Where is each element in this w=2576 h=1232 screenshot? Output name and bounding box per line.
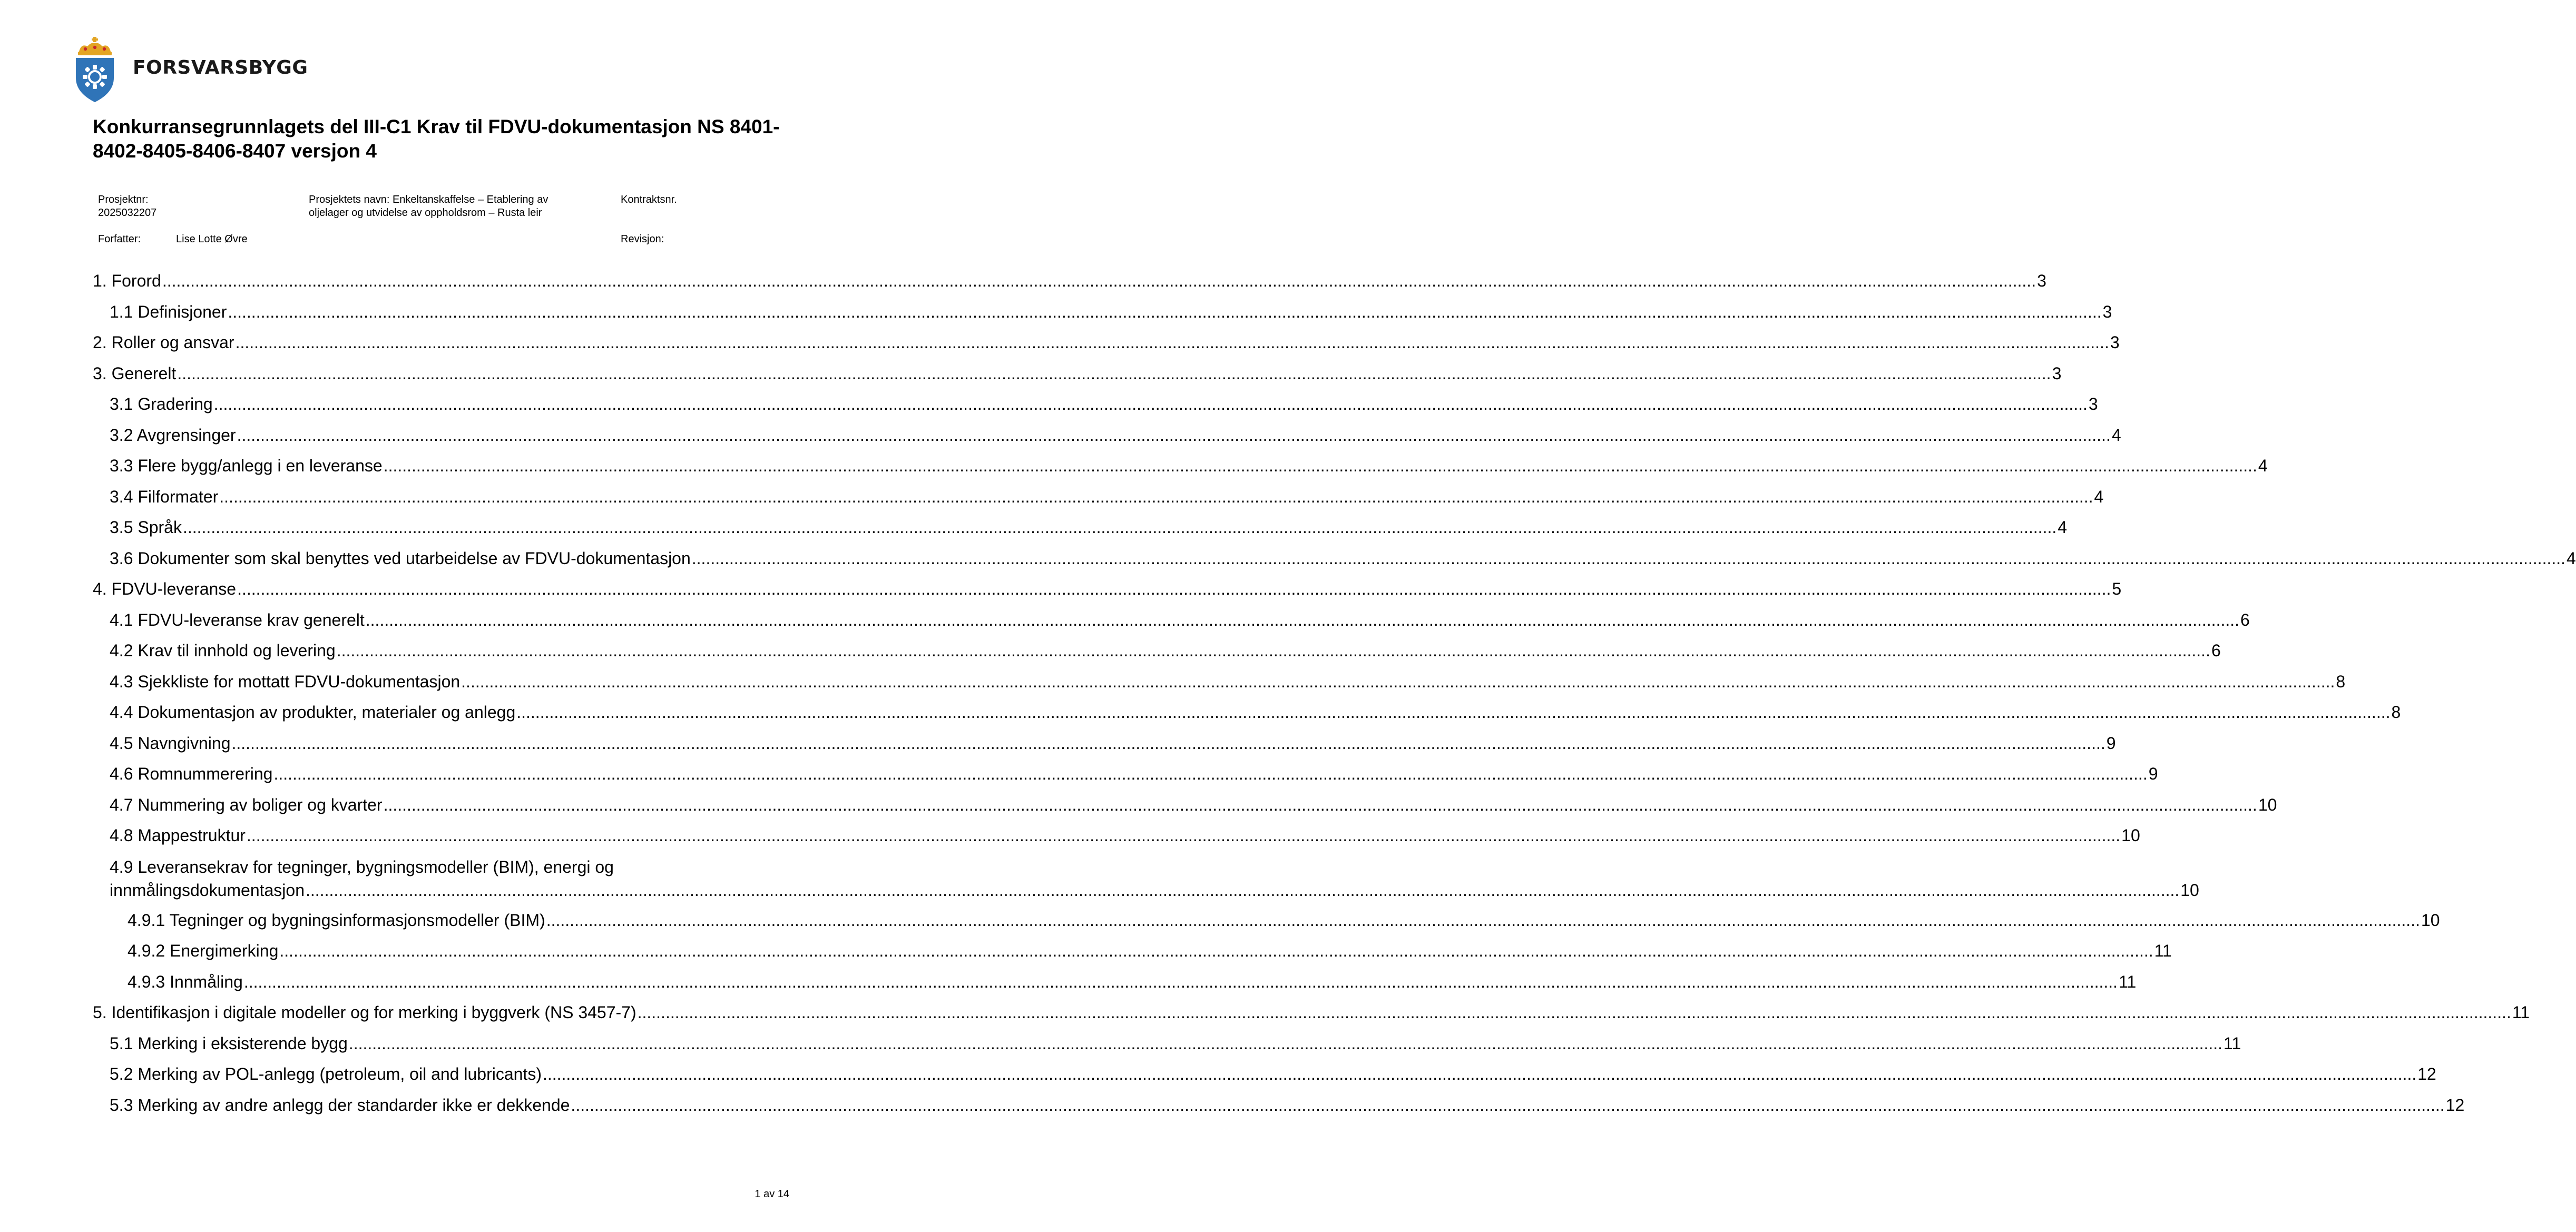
toc-entry-multiline[interactable] bbox=[93, 855, 2199, 902]
toc-entry[interactable] bbox=[93, 1002, 2530, 1023]
toc-entry-page-number: 10 bbox=[2121, 826, 2140, 845]
toc-entry-title-line1: 4.9 Leveransekrav for tegninger, bygningsmodeller (BIM), energi og bbox=[110, 857, 614, 876]
toc-entry-title: 3.6 Dokumenter som skal benyttes ved utarbeidelse av FDVU-dokumentasjon bbox=[110, 548, 691, 568]
toc-entry-page-number: 6 bbox=[2240, 610, 2250, 629]
toc-entry-title: 4.4 Dokumentasjon av produkter, materialer og anlegg bbox=[110, 703, 516, 722]
crowned-shield-icon bbox=[74, 36, 116, 103]
toc-entry-title: 3. Generelt bbox=[93, 363, 177, 383]
toc-entry[interactable] bbox=[93, 487, 2104, 507]
toc-entry-title: 4.3 Sjekkliste for mottatt FDVU-dokumentasjon bbox=[110, 672, 461, 691]
toc-entry-title: 1. Forord bbox=[93, 271, 161, 290]
table-of-contents bbox=[93, 271, 2576, 1126]
toc-dot-leader: ................................................................................................................................................................................................................................................................................................................................................................................................................ bbox=[516, 703, 2391, 722]
toc-entry[interactable] bbox=[93, 394, 2098, 415]
toc-entry[interactable] bbox=[93, 363, 2062, 384]
toc-dot-leader: ................................................................................................................................................................................................................................................................................................................................................................................................................ bbox=[231, 733, 2105, 753]
project-name-line1: Prosjektets navn: Enkeltanskaffelse – Etablering av bbox=[309, 194, 548, 205]
toc-entry-page-number: 9 bbox=[2148, 764, 2158, 783]
toc-entry-title: 4.8 Mappestruktur bbox=[110, 826, 246, 845]
project-name-line2: oljelager og utvidelse av oppholdsrom – Rusta leir bbox=[309, 207, 542, 219]
toc-dot-leader: ................................................................................................................................................................................................................................................................................................................................................................................................................ bbox=[336, 641, 2210, 660]
toc-entry-page-number: 10 bbox=[2258, 795, 2277, 814]
toc-entry-page-number: 12 bbox=[2445, 1095, 2465, 1115]
toc-entry-title: 4.1 FDVU-leveranse krav generelt bbox=[110, 610, 365, 629]
toc-entry[interactable] bbox=[93, 640, 2221, 661]
toc-entry[interactable] bbox=[93, 764, 2158, 784]
toc-entry-title: 5. Identifikasjon i digitale modeller og for merking i byggverk (NS 3457-7) bbox=[93, 1003, 636, 1022]
toc-entry-page-number: 8 bbox=[2391, 703, 2401, 722]
toc-entry-title: 2. Roller og ansvar bbox=[93, 333, 234, 352]
toc-entry-page-number: 4 bbox=[2094, 487, 2104, 506]
document-title: Konkurransegrunnlagets del III-C1 Krav til FDVU-dokumentasjon NS 8401-8402-8405-8406-8407 versjon 4 bbox=[93, 116, 780, 162]
toc-entry[interactable] bbox=[93, 910, 2440, 931]
toc-dot-leader: ................................................................................................................................................................................................................................................................................................................................................................................................................ bbox=[691, 548, 2566, 568]
forsvarsbygg-logo bbox=[74, 36, 116, 103]
toc-dot-leader: ................................................................................................................................................................................................................................................................................................................................................................................................................ bbox=[246, 826, 2121, 845]
toc-entry[interactable] bbox=[93, 456, 2268, 476]
toc-entry[interactable] bbox=[93, 941, 2172, 961]
author-label: Forfatter: bbox=[98, 233, 141, 245]
toc-entry[interactable] bbox=[93, 1033, 2241, 1054]
toc-entry-title: 3.5 Språk bbox=[110, 518, 182, 537]
toc-dot-leader: ................................................................................................................................................................................................................................................................................................................................................................................................................ bbox=[182, 518, 2057, 537]
toc-entry[interactable] bbox=[93, 579, 2122, 599]
toc-entry[interactable] bbox=[93, 302, 2112, 322]
toc-entry-title: 3.2 Avgrensinger bbox=[110, 425, 236, 445]
toc-entry-page-number: 10 bbox=[2180, 880, 2199, 900]
toc-dot-leader: ................................................................................................................................................................................................................................................................................................................................................................................................................ bbox=[461, 672, 2335, 691]
toc-entry-page-number: 8 bbox=[2336, 672, 2346, 691]
revision-label: Revisjon: bbox=[621, 233, 664, 245]
toc-entry[interactable] bbox=[93, 825, 2140, 846]
toc-entry-page-number: 11 bbox=[2119, 972, 2137, 991]
toc-entry-title: 3.4 Filformater bbox=[110, 487, 219, 506]
toc-dot-leader: ................................................................................................................................................................................................................................................................................................................................................................................................................ bbox=[542, 1065, 2417, 1083]
toc-entry[interactable] bbox=[93, 610, 2250, 630]
project-number-label: Prosjektnr: bbox=[98, 194, 149, 205]
toc-entry-title: 5.2 Merking av POL-anlegg (petroleum, oil and lubricants) bbox=[110, 1065, 542, 1083]
toc-entry-page-number: 4 bbox=[2567, 548, 2576, 568]
toc-entry-page-number: 3 bbox=[2110, 333, 2120, 352]
author-value: Lise Lotte Øvre bbox=[176, 233, 248, 245]
toc-entry-title: 3.1 Gradering bbox=[110, 395, 213, 413]
toc-entry[interactable] bbox=[93, 517, 2068, 538]
toc-dot-leader: ................................................................................................................................................................................................................................................................................................................................................................................................................ bbox=[237, 579, 2111, 598]
toc-dot-leader: ................................................................................................................................................................................................................................................................................................................................................................................................................ bbox=[177, 363, 2051, 383]
toc-entry-title: 4.6 Romnummerering bbox=[110, 764, 273, 783]
toc-entry-page-number: 3 bbox=[2088, 395, 2098, 413]
toc-entry[interactable] bbox=[93, 702, 2401, 723]
toc-entry-page-number: 11 bbox=[2224, 1033, 2241, 1053]
toc-dot-leader: ................................................................................................................................................................................................................................................................................................................................................................................................................ bbox=[162, 271, 2036, 290]
toc-entry-page-number: 11 bbox=[2154, 941, 2172, 960]
toc-dot-leader: ................................................................................................................................................................................................................................................................................................................................................................................................................ bbox=[243, 972, 2118, 991]
toc-entry-title: 5.3 Merking av andre anlegg der standarder ikke er dekkende bbox=[110, 1095, 570, 1115]
organization-wordmark: FORSVARSBYGG bbox=[133, 57, 308, 78]
toc-entry-row bbox=[93, 879, 2199, 902]
toc-entry-title: 4.7 Nummering av boliger og kvarter bbox=[110, 795, 383, 814]
toc-dot-leader: ................................................................................................................................................................................................................................................................................................................................................................................................................ bbox=[365, 610, 2240, 629]
toc-entry-page-number: 3 bbox=[2102, 302, 2112, 321]
toc-entry-page-number: 4 bbox=[2058, 518, 2068, 537]
toc-entry-page-number: 5 bbox=[2112, 579, 2122, 598]
page-indicator: 1 av 14 bbox=[755, 1188, 789, 1200]
toc-entry-title: 3.3 Flere bygg/anlegg i en leveranse bbox=[110, 456, 383, 475]
toc-dot-leader: ................................................................................................................................................................................................................................................................................................................................................................................................................ bbox=[235, 333, 2109, 352]
toc-dot-leader: ................................................................................................................................................................................................................................................................................................................................................................................................................ bbox=[273, 764, 2148, 783]
toc-entry-title: 1.1 Definisjoner bbox=[110, 302, 227, 321]
toc-entry[interactable] bbox=[93, 548, 2576, 569]
toc-entry-page-number: 6 bbox=[2211, 641, 2221, 660]
toc-entry-title: 4. FDVU-leveranse bbox=[93, 579, 237, 598]
toc-entry-page-number: 4 bbox=[2258, 456, 2268, 475]
toc-dot-leader: ................................................................................................................................................................................................................................................................................................................................................................................................................ bbox=[637, 1003, 2511, 1022]
toc-dot-leader: ................................................................................................................................................................................................................................................................................................................................................................................................................ bbox=[383, 795, 2257, 814]
contract-number-label: Kontraktsnr. bbox=[621, 194, 677, 205]
toc-entry[interactable] bbox=[93, 271, 2046, 291]
toc-entry[interactable] bbox=[93, 972, 2137, 992]
toc-entry[interactable] bbox=[93, 672, 2346, 692]
toc-entry[interactable] bbox=[93, 1064, 2436, 1085]
project-number-value: 2025032207 bbox=[98, 207, 157, 219]
toc-entry-page-number: 4 bbox=[2111, 425, 2121, 445]
toc-dot-leader: ................................................................................................................................................................................................................................................................................................................................................................................................................ bbox=[306, 880, 2180, 900]
toc-entry-page-number: 10 bbox=[2421, 910, 2440, 930]
toc-dot-leader: ................................................................................................................................................................................................................................................................................................................................................................................................................ bbox=[213, 395, 2088, 413]
toc-entry[interactable] bbox=[93, 795, 2277, 815]
toc-entry-page-number: 3 bbox=[2037, 271, 2046, 290]
toc-dot-leader: ................................................................................................................................................................................................................................................................................................................................................................................................................ bbox=[546, 910, 2420, 930]
toc-entry-title: 4.2 Krav til innhold og levering bbox=[110, 641, 336, 660]
toc-entry-title: 4.5 Navngivning bbox=[110, 733, 231, 753]
toc-dot-leader: ................................................................................................................................................................................................................................................................................................................................................................................................................ bbox=[348, 1033, 2223, 1053]
toc-entry[interactable] bbox=[93, 1095, 2465, 1116]
toc-entry-title: innmålingsdokumentasjon bbox=[110, 880, 305, 900]
toc-entry-title: 4.9.3 Innmåling bbox=[128, 972, 243, 991]
toc-entry-title: 4.9.1 Tegninger og bygningsinformasjonsmodeller (BIM) bbox=[128, 910, 545, 930]
toc-entry-page-number: 9 bbox=[2106, 733, 2116, 753]
toc-entry-page-number: 3 bbox=[2052, 363, 2062, 383]
toc-dot-leader: ................................................................................................................................................................................................................................................................................................................................................................................................................ bbox=[383, 456, 2257, 475]
toc-dot-leader: ................................................................................................................................................................................................................................................................................................................................................................................................................ bbox=[279, 941, 2153, 960]
toc-entry-page-number: 12 bbox=[2417, 1065, 2436, 1083]
toc-entry[interactable] bbox=[93, 332, 2120, 353]
toc-dot-leader: ................................................................................................................................................................................................................................................................................................................................................................................................................ bbox=[237, 425, 2111, 445]
toc-entry-title: 5.1 Merking i eksisterende bygg bbox=[110, 1033, 348, 1053]
toc-dot-leader: ................................................................................................................................................................................................................................................................................................................................................................................................................ bbox=[228, 302, 2102, 321]
toc-entry[interactable] bbox=[93, 425, 2121, 446]
toc-dot-leader: ................................................................................................................................................................................................................................................................................................................................................................................................................ bbox=[571, 1095, 2445, 1115]
toc-entry[interactable] bbox=[93, 733, 2116, 754]
toc-dot-leader: ................................................................................................................................................................................................................................................................................................................................................................................................................ bbox=[219, 487, 2093, 506]
toc-entry-title: 4.9.2 Energimerking bbox=[128, 941, 279, 960]
toc-entry-page-number: 11 bbox=[2512, 1003, 2530, 1022]
